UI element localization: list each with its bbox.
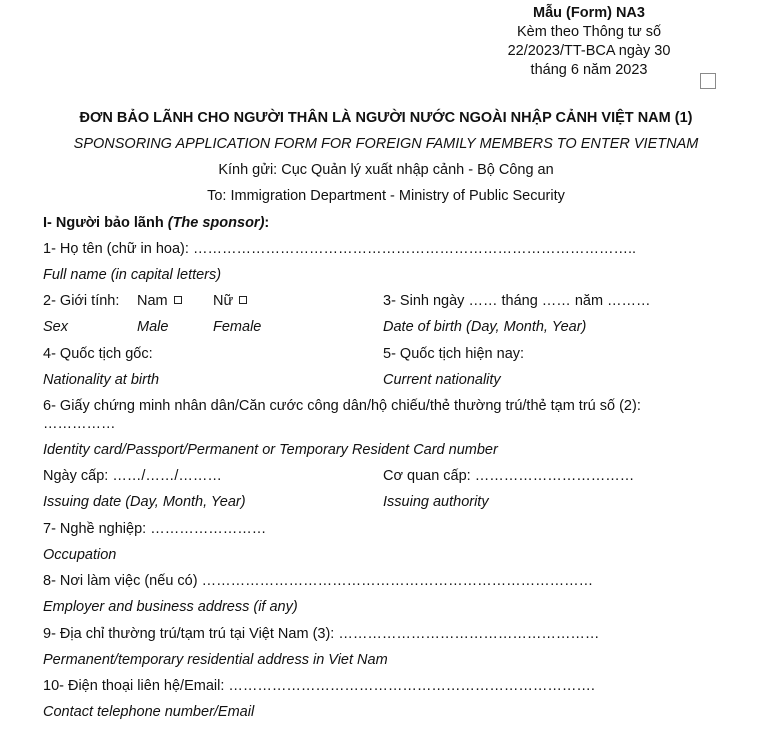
- issue-authority-label-en: Issuing authority: [383, 494, 489, 510]
- form-code: Mẫu (Form) NA3: [533, 5, 645, 21]
- nationality-birth-label-en: Nationality at birth: [43, 372, 160, 388]
- title-vi: ĐƠN BẢO LÃNH CHO NGƯỜI THÂN LÀ NGƯỜI NƯỚC NGOÀI NHẬP CẢNH VIỆT NAM (1): [79, 110, 693, 126]
- section-heading-vi: I- Người bảo lãnh: [43, 215, 168, 231]
- occupation-field[interactable]: 7- Nghề nghiệp: ……………………: [43, 521, 267, 537]
- id-number-field[interactable]: ……………: [43, 416, 116, 432]
- issue-date-label-en: Issuing date (Day, Month, Year): [43, 494, 246, 510]
- section-sponsor-heading: [43, 214, 269, 232]
- contact-field[interactable]: 10- Điện thoại liên hệ/Email: ………………………………………………………………….: [43, 678, 595, 694]
- circular-ref-line-1: Kèm theo Thông tư số: [516, 24, 662, 40]
- issue-authority-field[interactable]: Cơ quan cấp: ……………………………: [383, 468, 635, 484]
- dob-label-en: Date of birth (Day, Month, Year): [383, 319, 587, 335]
- male-label-en: Male: [137, 319, 169, 335]
- id-number-label: 6- Giấy chứng minh nhân dân/Căn cước công dân/hộ chiếu/thẻ thường trú/thẻ tạm trú số (2):: [43, 398, 641, 414]
- address-field[interactable]: 9- Địa chỉ thường trú/tạm trú tại Việt Nam (3): ………………………………………………: [43, 626, 600, 642]
- employer-label-en: Employer and business address (if any): [43, 599, 298, 615]
- sex-label-en: Sex: [43, 319, 68, 335]
- form-header: [480, 4, 698, 80]
- id-number-label-en: Identity card/Passport/Permanent or Temporary Resident Card number: [43, 442, 498, 458]
- occupation-label-en: Occupation: [43, 547, 117, 563]
- addressee-vi: Kính gửi: Cục Quản lý xuất nhập cảnh - Bộ Công an: [218, 162, 554, 178]
- gender-female-option[interactable]: [213, 292, 247, 310]
- addressee-en: To: Immigration Department - Ministry of Public Security: [207, 188, 565, 204]
- male-checkbox[interactable]: [174, 296, 182, 304]
- contact-label-en: Contact telephone number/Email: [43, 704, 255, 720]
- gender-female-label: Nữ: [213, 293, 234, 309]
- issue-date-field[interactable]: Ngày cấp: ……/……/………: [43, 468, 222, 484]
- gender-label: 2- Giới tính:: [43, 293, 120, 309]
- full-name-label-en: Full name (in capital letters): [43, 267, 222, 283]
- female-label-en: Female: [213, 319, 262, 335]
- nationality-birth-field[interactable]: 4- Quốc tịch gốc:: [43, 346, 153, 362]
- dob-field[interactable]: 3- Sinh ngày …… tháng …… năm ………: [383, 293, 651, 309]
- address-label-en: Permanent/temporary residential address in Viet Nam: [43, 652, 388, 668]
- section-heading-colon: :: [264, 215, 270, 231]
- employer-field[interactable]: 8- Nơi làm việc (nếu có) ………………………………………………………………………: [43, 573, 594, 589]
- nationality-current-field[interactable]: 5- Quốc tịch hiện nay:: [383, 346, 525, 362]
- photo-checkbox[interactable]: [700, 73, 716, 89]
- circular-ref-line-3: tháng 6 năm 2023: [530, 62, 648, 78]
- nationality-current-label-en: Current nationality: [383, 372, 501, 388]
- section-heading-en: (The sponsor): [167, 215, 265, 231]
- gender-male-label: Nam: [137, 293, 168, 309]
- circular-ref-line-2: 22/2023/TT-BCA ngày 30: [507, 43, 671, 59]
- gender-male-option[interactable]: [137, 292, 182, 310]
- female-checkbox[interactable]: [239, 296, 247, 304]
- full-name-field[interactable]: 1- Họ tên (chữ in hoa): ………………………………………………………………………………..: [43, 241, 636, 257]
- title-en: SPONSORING APPLICATION FORM FOR FOREIGN FAMILY MEMBERS TO ENTER VIETNAM: [73, 136, 699, 152]
